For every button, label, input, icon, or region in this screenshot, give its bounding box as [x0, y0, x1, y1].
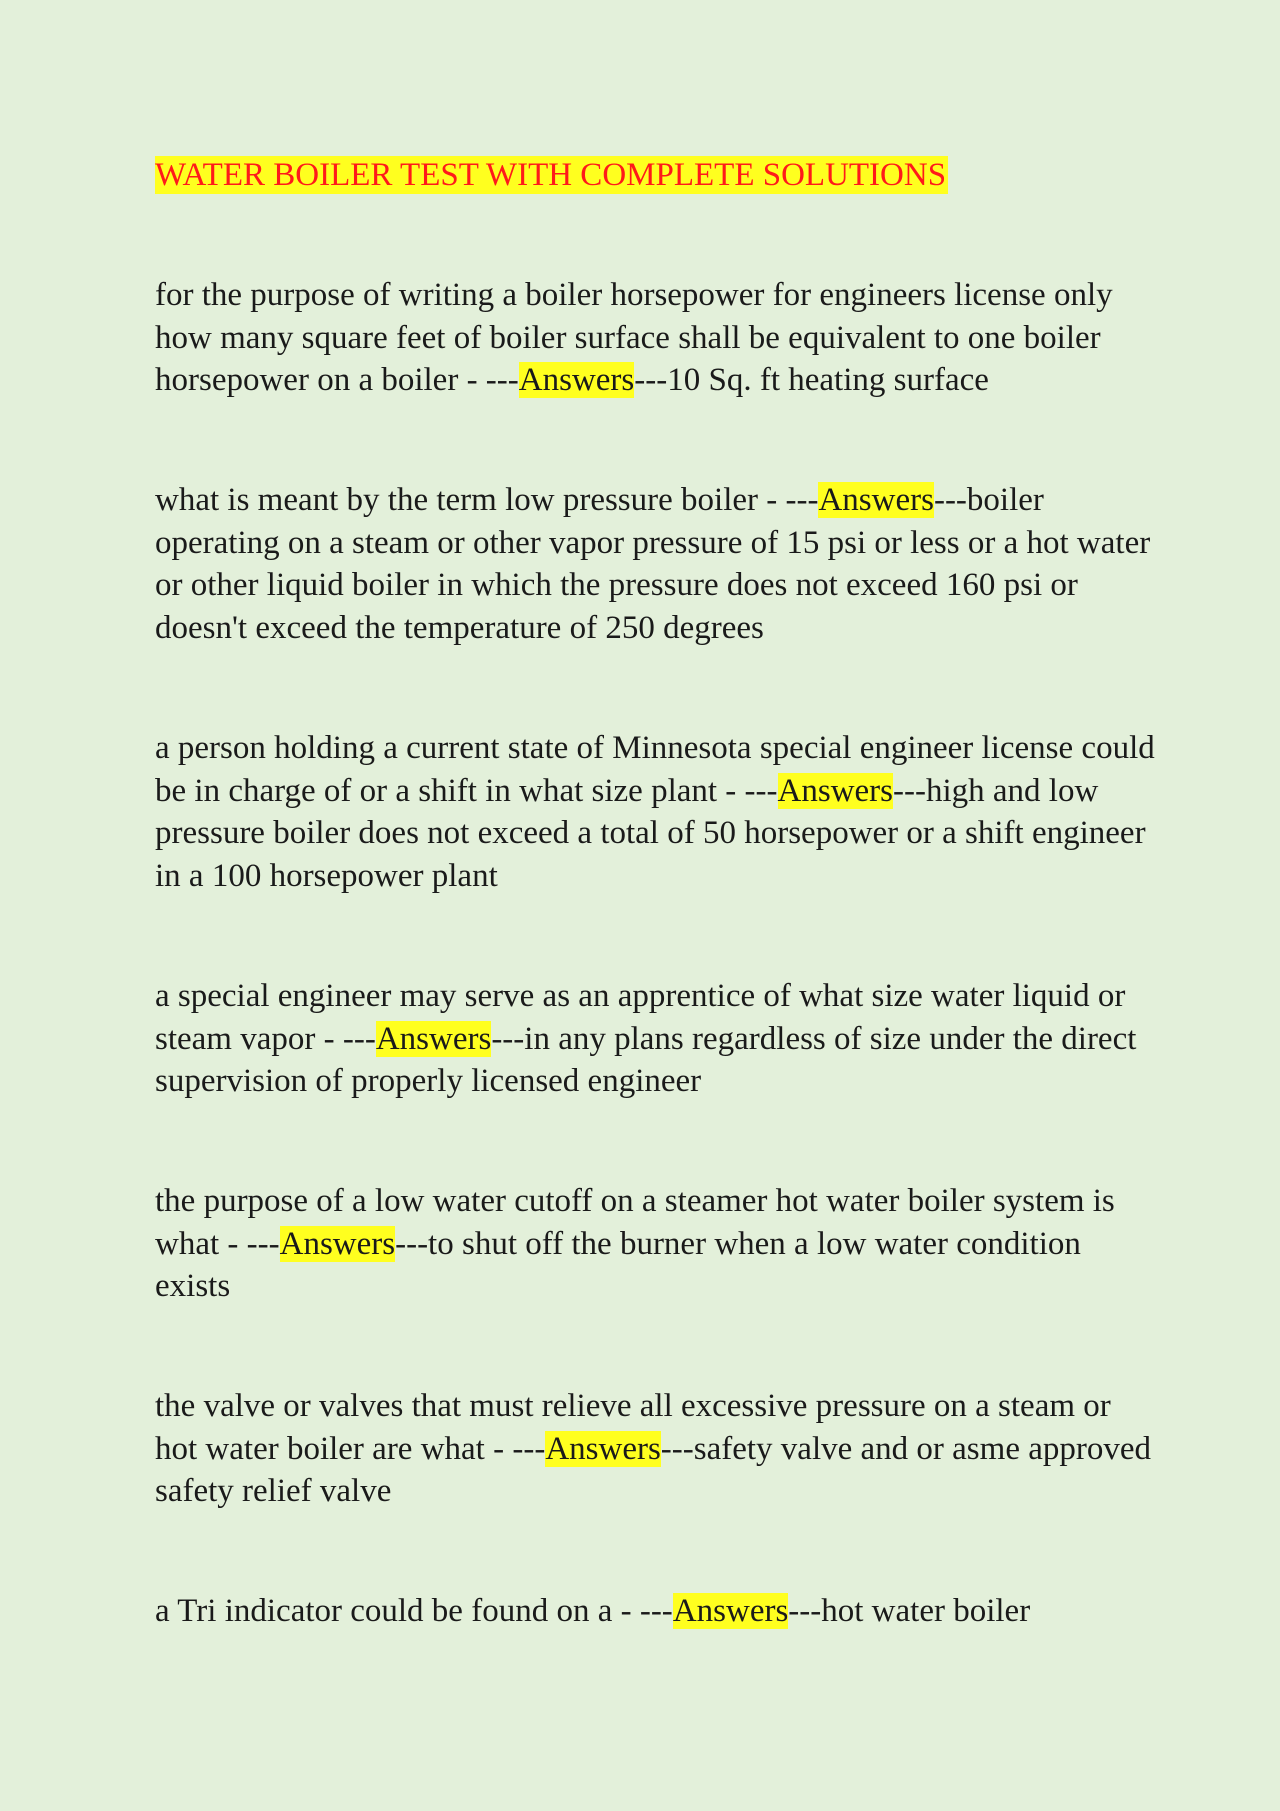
answer-text: ---in any plans regardless of size under the direct supervision of properly licensed engineer — [155, 1020, 1137, 1099]
answer-text: ---safety valve and or asme approved safety relief valve — [155, 1430, 1151, 1509]
answer-text: ---10 Sq. ft heating surface — [634, 362, 989, 398]
question-text: a person holding a current state of Minnesota special engineer license could be in charge of or a shift in what size plant - --- — [155, 730, 1155, 809]
question-text: the purpose of a low water cutoff on a steamer hot water boiler system is what - --- — [155, 1183, 1115, 1262]
qa-item — [155, 727, 1155, 897]
qa-item — [155, 975, 1155, 1103]
qa-item — [155, 1590, 1155, 1633]
question-text: the valve or valves that must relieve all excessive pressure on a steam or hot water boiler are what - --- — [155, 1388, 1111, 1467]
question-text: a special engineer may serve as an apprentice of what size water liquid or steam vapor - --- — [155, 978, 1126, 1057]
answers-label: Answers — [545, 1430, 661, 1467]
question-text: what is meant by the term low pressure boiler - --- — [155, 482, 819, 518]
answer-text: ---high and low pressure boiler does not exceed a total of 50 horsepower or a shift engineer in a 100 horsepower plant — [155, 772, 1146, 894]
qa-item — [155, 1385, 1155, 1513]
answers-label: Answers — [777, 772, 893, 809]
qa-item — [155, 479, 1155, 649]
answers-label: Answers — [818, 482, 934, 518]
qa-item — [155, 1180, 1155, 1308]
answers-label: Answers — [279, 1225, 396, 1262]
answers-label: Answers — [672, 1593, 789, 1629]
question-text: a Tri indicator could be found on a - --- — [155, 1593, 673, 1629]
answers-label: Answers — [518, 362, 635, 398]
question-text: for the purpose of writing a boiler horsepower for engineers license only how many square feet of boiler surface shall be equivalent to one boiler horsepower on a boiler - --- — [155, 277, 1113, 398]
answer-text: ---to shut off the burner when a low water condition exists — [155, 1225, 1081, 1304]
answer-text: ---hot water boiler — [788, 1593, 1031, 1629]
answers-label: Answers — [375, 1020, 492, 1057]
qa-item — [155, 274, 1155, 402]
document-title: WATER BOILER TEST WITH COMPLETE SOLUTIONS — [155, 157, 947, 193]
answer-text: ---boiler operating on a steam or other vapor pressure of 15 psi or less or a hot water or other liquid boiler in which the pressure does not exceed 160 psi or doesn't exceed the temperature of 250 degrees — [155, 482, 1151, 646]
